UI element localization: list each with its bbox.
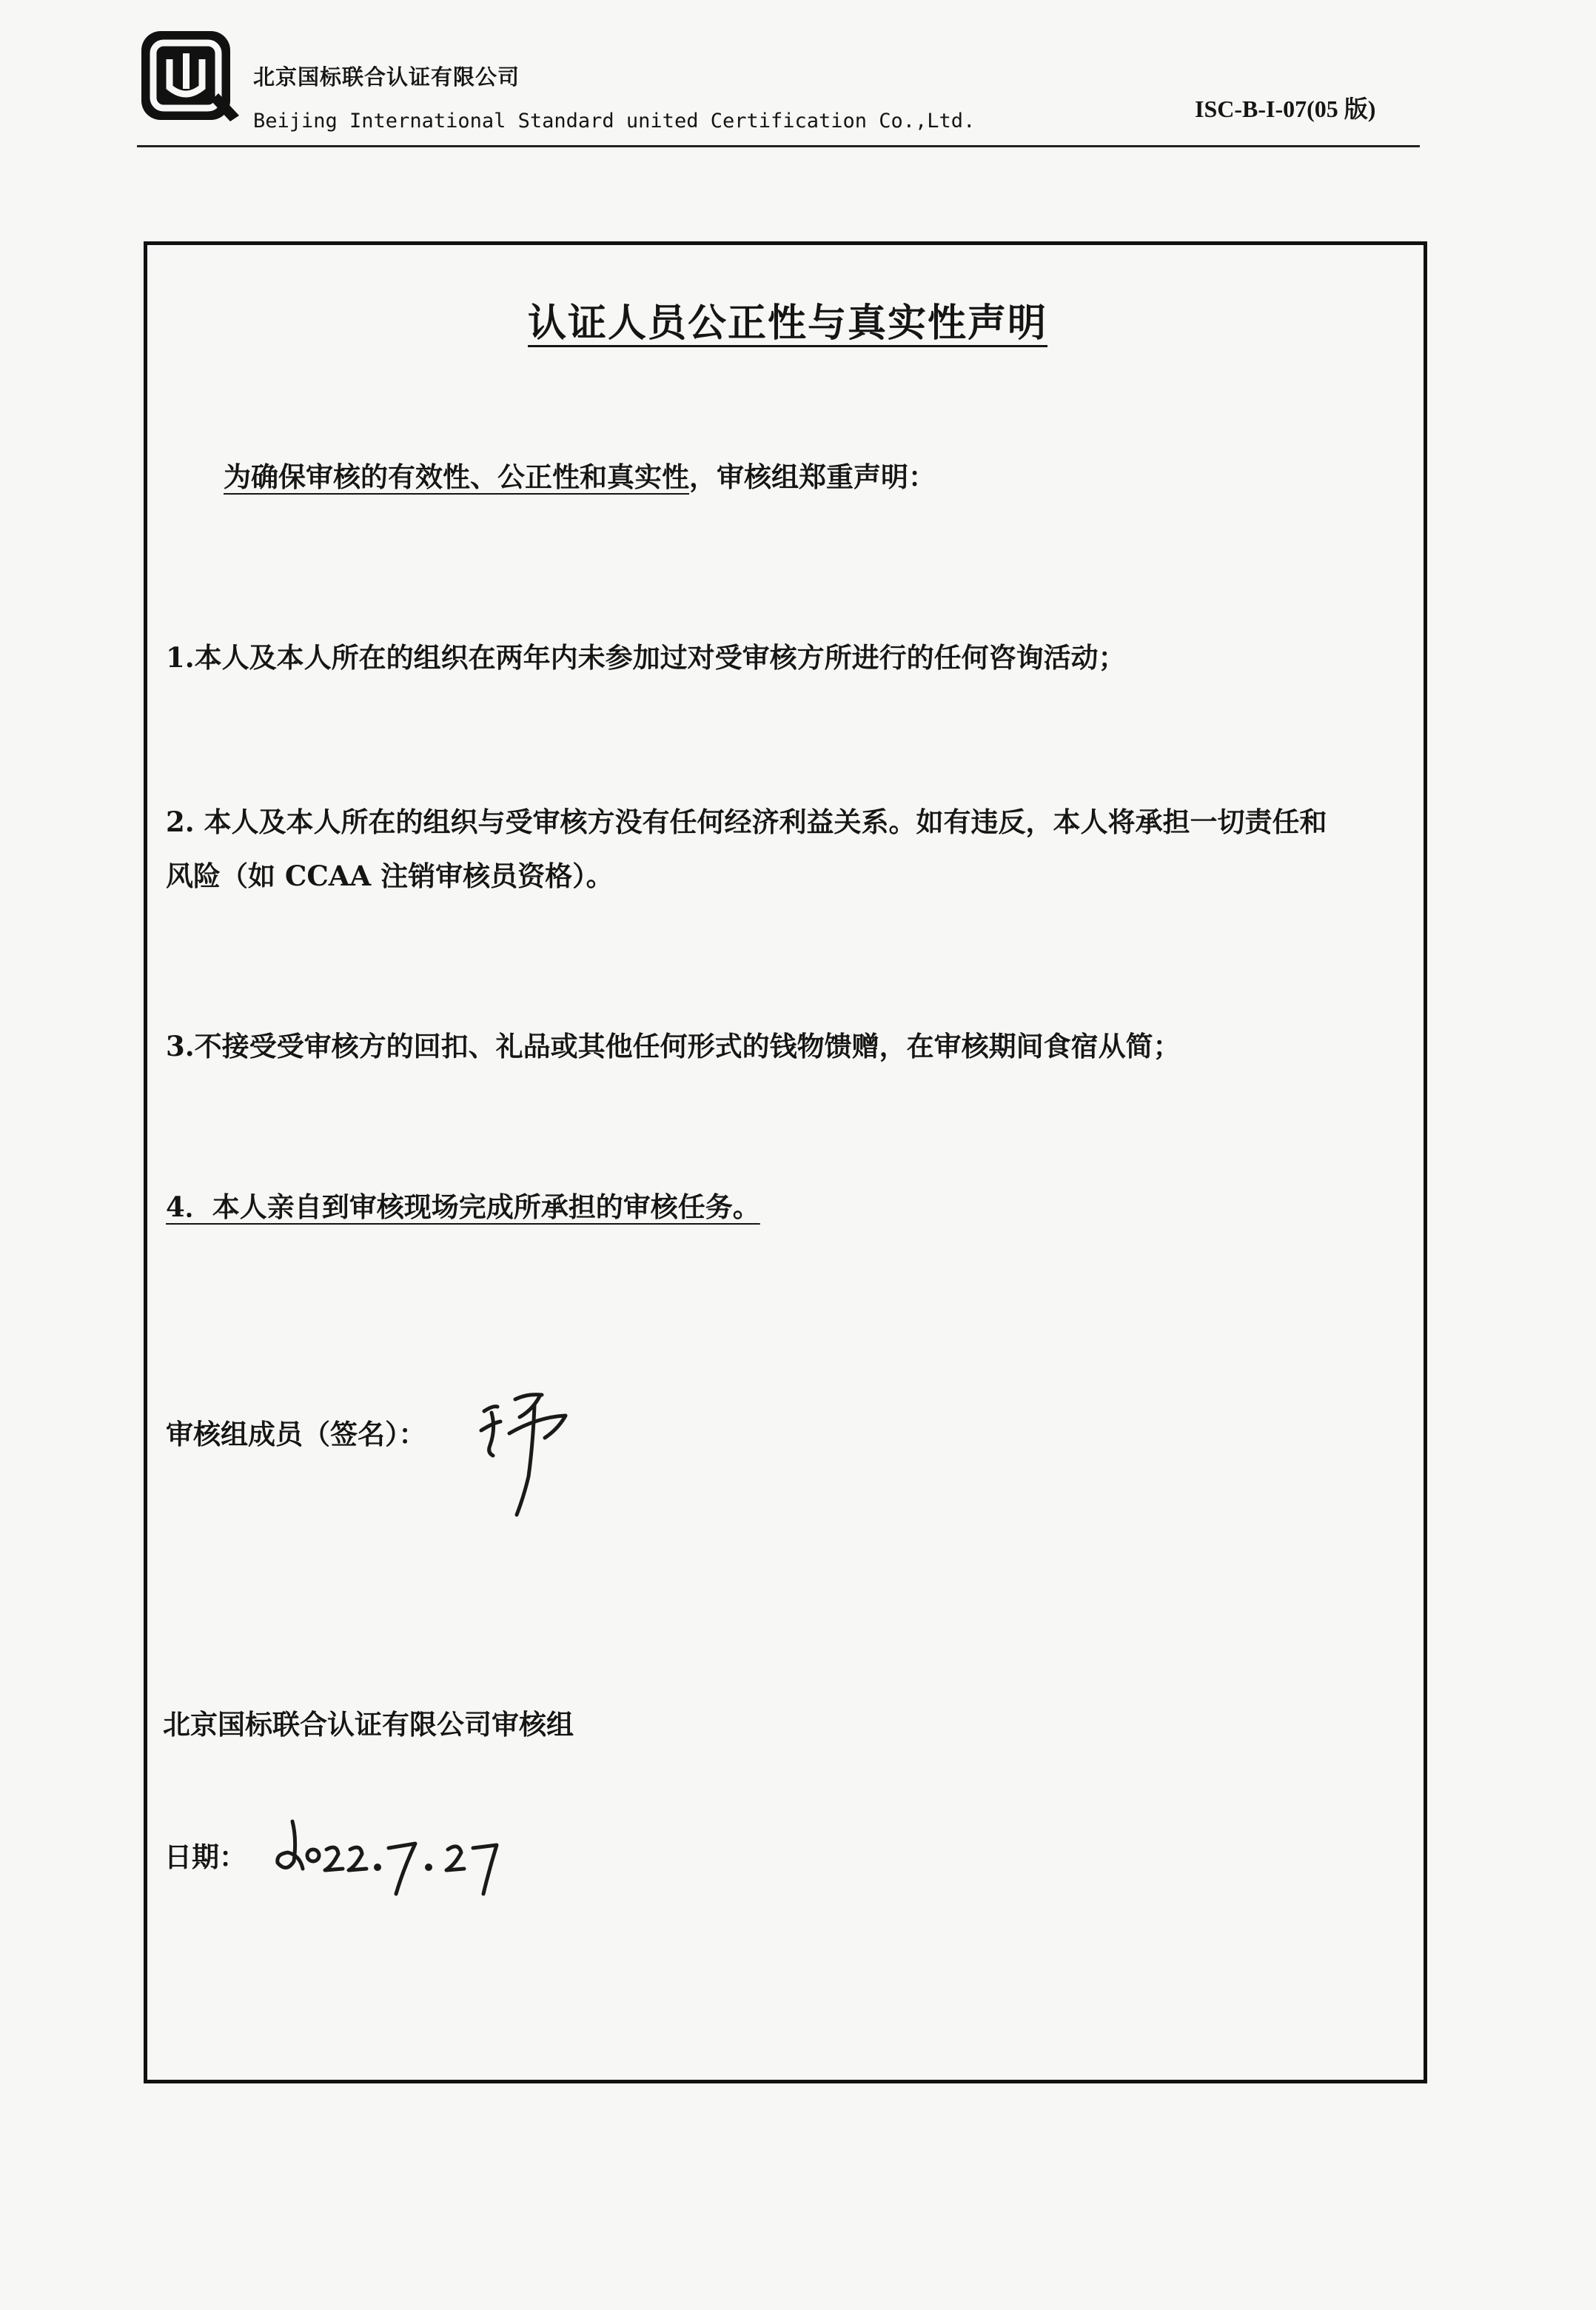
declaration-item-1: 1.本人及本人所在的组织在两年内未参加过对受审核方所进行的任何咨询活动；: [166, 641, 1126, 674]
auditing-team-org: 北京国标联合认证有限公司审核组: [163, 1708, 574, 1741]
header-divider: [137, 145, 1420, 147]
declaration-frame: [144, 241, 1427, 2083]
signature-label: 审核组成员（签名）：: [166, 1418, 426, 1450]
declaration-item-2-line-2: 风险（如 CCAA 注销审核员资格）。: [166, 860, 614, 892]
handwritten-signature: [471, 1385, 589, 1525]
handwritten-date: [270, 1817, 514, 1898]
company-name-en: Beijing International Standard united Certification Co.,Ltd.: [253, 110, 976, 133]
intro-underlined: 为确保审核的有效性、公正性和真实性: [224, 461, 689, 493]
declaration-item-4: 4．本人亲自到审核现场完成所承担的审核任务。: [166, 1191, 760, 1223]
declaration-item-2-line-1: 2. 本人及本人所在的组织与受审核方没有任何经济利益关系。如有违反，本人将承担一切责任和: [166, 806, 1327, 838]
page-title: 认证人员公正性与真实性声明: [528, 301, 1048, 346]
intro-rest: ，审核组郑重声明：: [689, 461, 936, 493]
company-logo-icon: [137, 27, 241, 130]
intro-paragraph: [224, 455, 936, 495]
company-name-cn: 北京国标联合认证有限公司: [253, 64, 520, 90]
declaration-item-3: 3.不接受受审核方的回扣、礼品或其他任何形式的钱物馈赠，在审核期间食宿从简；: [166, 1030, 1181, 1062]
document-number: ISC-B-I-07(05 版): [1195, 96, 1376, 122]
date-label: 日期：: [164, 1841, 247, 1873]
